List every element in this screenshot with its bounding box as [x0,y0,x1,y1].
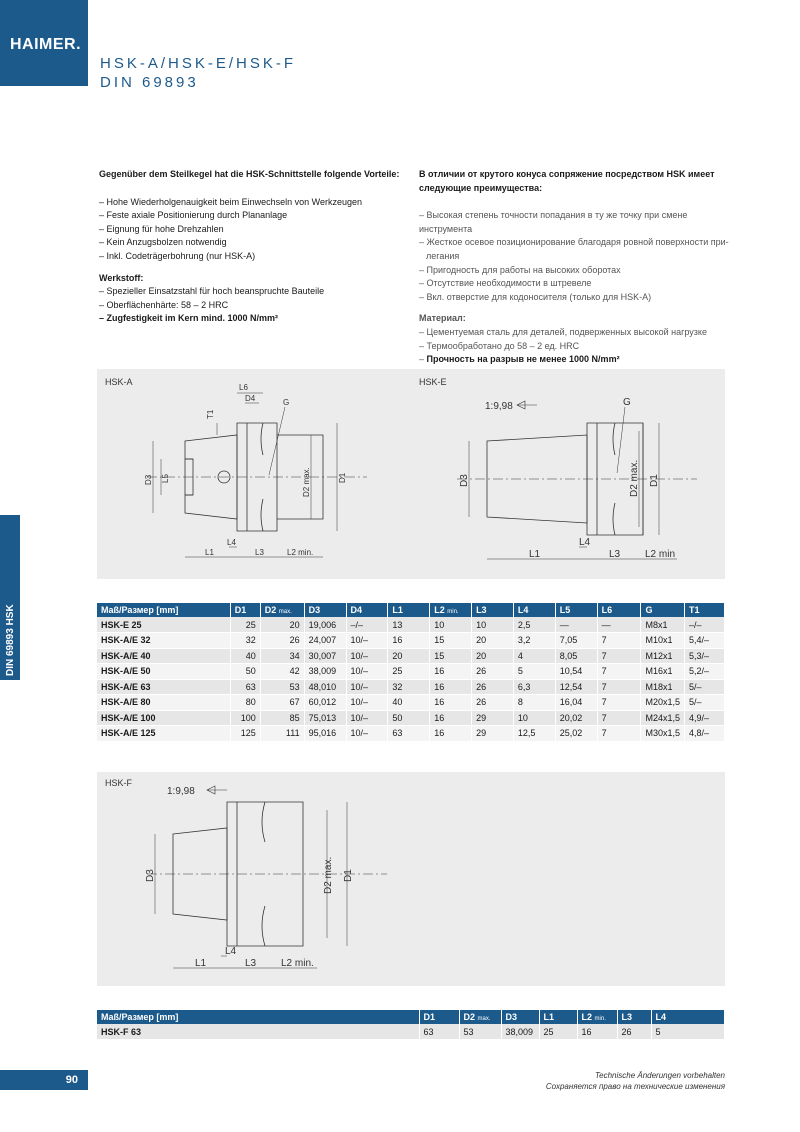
table-cell: 4,8/– [685,726,725,742]
page-number-block [0,1070,88,1090]
footnote-de: Technische Änderungen vorbehalten [594,1071,725,1080]
table-cell: 29 [472,710,514,726]
table-cell: 125 [230,726,260,742]
list-item: – Feste axiale Positionierung durch Plananlage [99,210,288,221]
side-tab-label: DIN 69893 HSK [5,604,16,676]
side-tab [0,515,20,680]
table-cell: 5,2/– [685,664,725,680]
brand-block [0,0,88,86]
haimer-logo: HAIMER. [10,36,82,53]
dim-l4: L4 [225,946,237,957]
table-cell: 48,010 [304,679,346,695]
dim-d3: D3 [459,474,470,487]
hsk-f-drawing [137,782,397,982]
row-name-cell: HSK-A/E 80 [97,695,230,711]
table-cell: 16 [430,726,472,742]
dim-g: G [283,398,290,407]
table-row [97,1024,725,1040]
russian-heading: В отличии от крутого конуса сопряжение посредством HSK имеет следующие преимущества: [419,169,715,193]
table-header-row [97,1010,725,1024]
col-header: L1 [388,603,430,617]
spec-table-hsk-f [97,1010,725,1040]
german-list [99,196,409,264]
list-item: – Термообработано до 58 – 2 ед. HRC [419,340,580,351]
hsk-f-label: HSK-F [105,778,132,788]
table-cell: 10/– [346,679,388,695]
table-cell: 7 [597,648,641,664]
dim-l1: L1 [205,548,214,557]
table-cell: 10,54 [555,664,597,680]
table-cell: 4,9/– [685,710,725,726]
table-cell: 16,04 [555,695,597,711]
table-cell: 29 [472,726,514,742]
table-cell: 2,5 [513,617,555,633]
taper-ratio: 1:9,98 [485,401,513,412]
table-cell: 13 [388,617,430,633]
row-name-cell: HSK-A/E 40 [97,648,230,664]
table-cell: 25 [539,1024,577,1040]
table-cell: M30x1,5 [641,726,685,742]
table-cell: 12,5 [513,726,555,742]
dim-d1: D1 [338,472,347,483]
dim-l3: L3 [255,548,264,557]
table-cell: 34 [260,648,304,664]
table-cell: 7 [597,695,641,711]
table-cell: 38,009 [501,1024,539,1040]
col-header: Maß/Размер [mm] [97,1010,419,1024]
table-cell: 20,02 [555,710,597,726]
table-cell: 63 [419,1024,459,1040]
col-header: D1 [419,1010,459,1024]
hsk-e-drawing [447,387,707,577]
table-cell: M20x1,5 [641,695,685,711]
col-header: D2 max. [459,1010,501,1024]
table-cell: 10 [513,710,555,726]
col-header: L3 [472,603,514,617]
col-header: L5 [555,603,597,617]
row-name-cell: HSK-A/E 50 [97,664,230,680]
page-title [100,54,296,92]
table-cell: 26 [472,695,514,711]
list-item: – Жесткое осевое позиционирование благодаря ровной поверхности при- [419,237,729,248]
table-row [97,617,725,633]
row-name-cell: HSK-E 25 [97,617,230,633]
table-cell: 40 [230,648,260,664]
row-name-cell: HSK-A/E 100 [97,710,230,726]
table-cell: 25 [388,664,430,680]
table-cell: 7 [597,633,641,649]
table-cell: 24,007 [304,633,346,649]
table-cell: 16 [388,633,430,649]
col-header: L6 [597,603,641,617]
diagram-panel-hsk-a-e [97,369,725,579]
table-cell: 16 [430,679,472,695]
table-cell: 15 [430,633,472,649]
table-cell: 10/– [346,633,388,649]
table-cell: 85 [260,710,304,726]
table-cell: 10 [430,617,472,633]
table-cell: 63 [230,679,260,695]
russian-list [419,209,729,304]
list-item: – Inkl. Codeträgerbohrung (nur HSK-A) [99,250,256,261]
table-cell: 7 [597,710,641,726]
table-cell: 63 [388,726,430,742]
table-cell: 20 [472,648,514,664]
table-cell: 30,007 [304,648,346,664]
dim-l1: L1 [529,549,541,560]
table-cell: 75,013 [304,710,346,726]
list-item: – Kein Anzugsbolzen notwendig [99,237,227,248]
table-row [97,710,725,726]
table-cell: 111 [260,726,304,742]
table-cell: 95,016 [304,726,346,742]
hsk-a-label: HSK-A [105,377,133,387]
dim-d1: D1 [649,474,660,487]
table-cell: M24x1,5 [641,710,685,726]
dim-l2-min: L2 min. [281,958,314,969]
list-item [419,353,729,367]
list-item: – Oberflächenhärte: 58 – 2 HRC [99,299,229,310]
row-name-cell: HSK-F 63 [97,1024,419,1040]
table-cell: 32 [388,679,430,695]
list-item: – Eignung für hohe Drehzahlen [99,223,224,234]
dim-d3: D3 [144,474,153,485]
dim-l1: L1 [195,958,207,969]
table-cell: 80 [230,695,260,711]
col-header: D3 [304,603,346,617]
german-material-heading: Werkstoff: [99,272,144,283]
table-cell: — [555,617,597,633]
diagram-panel-hsk-f [97,772,725,986]
table-cell: 6,3 [513,679,555,695]
dim-l4: L4 [227,538,236,547]
col-header: D2 max. [260,603,304,617]
dim-l5: L5 [161,474,170,483]
table-cell: 100 [230,710,260,726]
table-cell: M16x1 [641,664,685,680]
list-item: – Отсутствие необходимости в штревеле [419,278,592,289]
table-cell: 53 [459,1024,501,1040]
table-cell: — [597,617,641,633]
table-cell: M18x1 [641,679,685,695]
taper-ratio: 1:9,98 [167,786,195,797]
list-item: – Цементуемая сталь для деталей, подверженных высокой нагрузке [419,326,707,337]
dim-l3: L3 [245,958,257,969]
list-item: – Hohe Wiederholgenauigkeit beim Einwechseln von Werkzeugen [99,196,362,207]
table-cell: 16 [430,664,472,680]
table-cell: 7 [597,679,641,695]
dim-l6: L6 [239,383,248,392]
table-cell: 10/– [346,695,388,711]
german-heading: Gegenüber dem Steilkegel hat die HSK-Schnittstelle folgende Vorteile: [99,169,400,179]
table-cell: 16 [430,710,472,726]
col-header: L1 [539,1010,577,1024]
table-row [97,648,725,664]
table-cell: 10 [472,617,514,633]
dim-l2-min: L2 min. [287,548,314,557]
table-cell: 32 [230,633,260,649]
dim-d1: D1 [343,869,354,882]
table-cell: M8x1 [641,617,685,633]
table-cell: M10x1 [641,633,685,649]
dim-d2-max: D2 max. [629,459,640,497]
table-cell: 8 [513,695,555,711]
table-cell: 16 [577,1024,617,1040]
table-cell: M12x1 [641,648,685,664]
dim-d3: D3 [145,869,156,882]
col-header: G [641,603,685,617]
hsk-e-label: HSK-E [419,377,447,387]
table-cell: 10/– [346,648,388,664]
table-cell: 7 [597,726,641,742]
table-row [97,664,725,680]
table-cell: 4 [513,648,555,664]
table-cell: 26 [472,664,514,680]
row-name-cell: HSK-A/E 63 [97,679,230,695]
table-header-row [97,603,725,617]
list-item: – Высокая степень точности попадания в ту же точку при смене инструмента [419,210,688,234]
col-header: L4 [513,603,555,617]
table-cell: 5,4/– [685,633,725,649]
table-cell: 20 [388,648,430,664]
table-cell: 5 [651,1024,725,1040]
list-item: – Zugfestigkeit im Kern mind. 1000 N/mm² [99,313,279,324]
col-header: D4 [346,603,388,617]
table-cell: 20 [260,617,304,633]
list-item: – Вкл. отверстие для кодоносителя (только для HSK-A) [419,291,652,302]
dim-l3: L3 [609,549,621,560]
table-cell: 12,54 [555,679,597,695]
table-cell: 8,05 [555,648,597,664]
col-header: L4 [651,1010,725,1024]
table-cell: 26 [472,679,514,695]
row-name-cell: HSK-A/E 32 [97,633,230,649]
table-cell: 5/– [685,679,725,695]
table-cell: 25,02 [555,726,597,742]
dim-l4: L4 [579,537,591,548]
table-cell: 50 [388,710,430,726]
table-cell: 3,2 [513,633,555,649]
table-cell: 26 [260,633,304,649]
table-cell: 7 [597,664,641,680]
table-cell: 10/– [346,726,388,742]
russian-material-heading: Материал: [419,313,466,324]
spec-table-hsk-a-e [97,603,725,742]
list-item: – Spezieller Einsatzstahl für hoch beanspruchte Bauteile [99,286,325,297]
col-header: D3 [501,1010,539,1024]
table-cell: 7,05 [555,633,597,649]
table-cell: 42 [260,664,304,680]
col-header: D1 [230,603,260,617]
hsk-a-drawing [137,379,377,574]
bullet: – [419,354,427,365]
table-cell: –/– [346,617,388,633]
col-header: L2 min. [577,1010,617,1024]
list-item: легания [426,250,460,261]
table-cell: 10/– [346,664,388,680]
title-line-1: HSK-A/HSK-E/HSK-F [100,55,297,72]
dim-d2-max: D2 max. [302,467,311,497]
russian-column [419,168,729,367]
dim-d4: D4 [245,394,256,403]
footnote [546,1070,725,1092]
footnote-ru: Сохраняется право на технические изменения [545,1082,725,1091]
list-item: – Пригодность для работы на высоких оборотах [419,264,621,275]
table-cell: 40 [388,695,430,711]
dim-d2-max: D2 max. [323,856,334,894]
german-column [99,168,409,326]
table-cell: –/– [685,617,725,633]
col-header: T1 [685,603,725,617]
col-header: L2 min. [430,603,472,617]
table-cell: 53 [260,679,304,695]
table-cell: 26 [617,1024,651,1040]
table-cell: 38,009 [304,664,346,680]
table-row [97,633,725,649]
table-row [97,726,725,742]
dim-l2-min: L2 min [645,549,676,560]
table-cell: 5/– [685,695,725,711]
table-row [97,695,725,711]
title-line-2: DIN 69893 [100,74,199,91]
russian-strength: Прочность на разрыв не менее 1000 N/mm² [426,354,620,365]
col-header: L3 [617,1010,651,1024]
table-cell: 67 [260,695,304,711]
table-cell: 20 [472,633,514,649]
col-header: Maß/Размер [mm] [97,603,230,617]
table-row [97,679,725,695]
table-cell: 19,006 [304,617,346,633]
table-cell: 60,012 [304,695,346,711]
dim-t1: T1 [206,409,215,419]
table-cell: 50 [230,664,260,680]
table-cell: 16 [430,695,472,711]
table-cell: 25 [230,617,260,633]
row-name-cell: HSK-A/E 125 [97,726,230,742]
table-cell: 10/– [346,710,388,726]
table-cell: 5 [513,664,555,680]
table-cell: 5,3/– [685,648,725,664]
table-cell: 15 [430,648,472,664]
dim-g: G [623,397,631,408]
page-number: 90 [65,1074,78,1086]
